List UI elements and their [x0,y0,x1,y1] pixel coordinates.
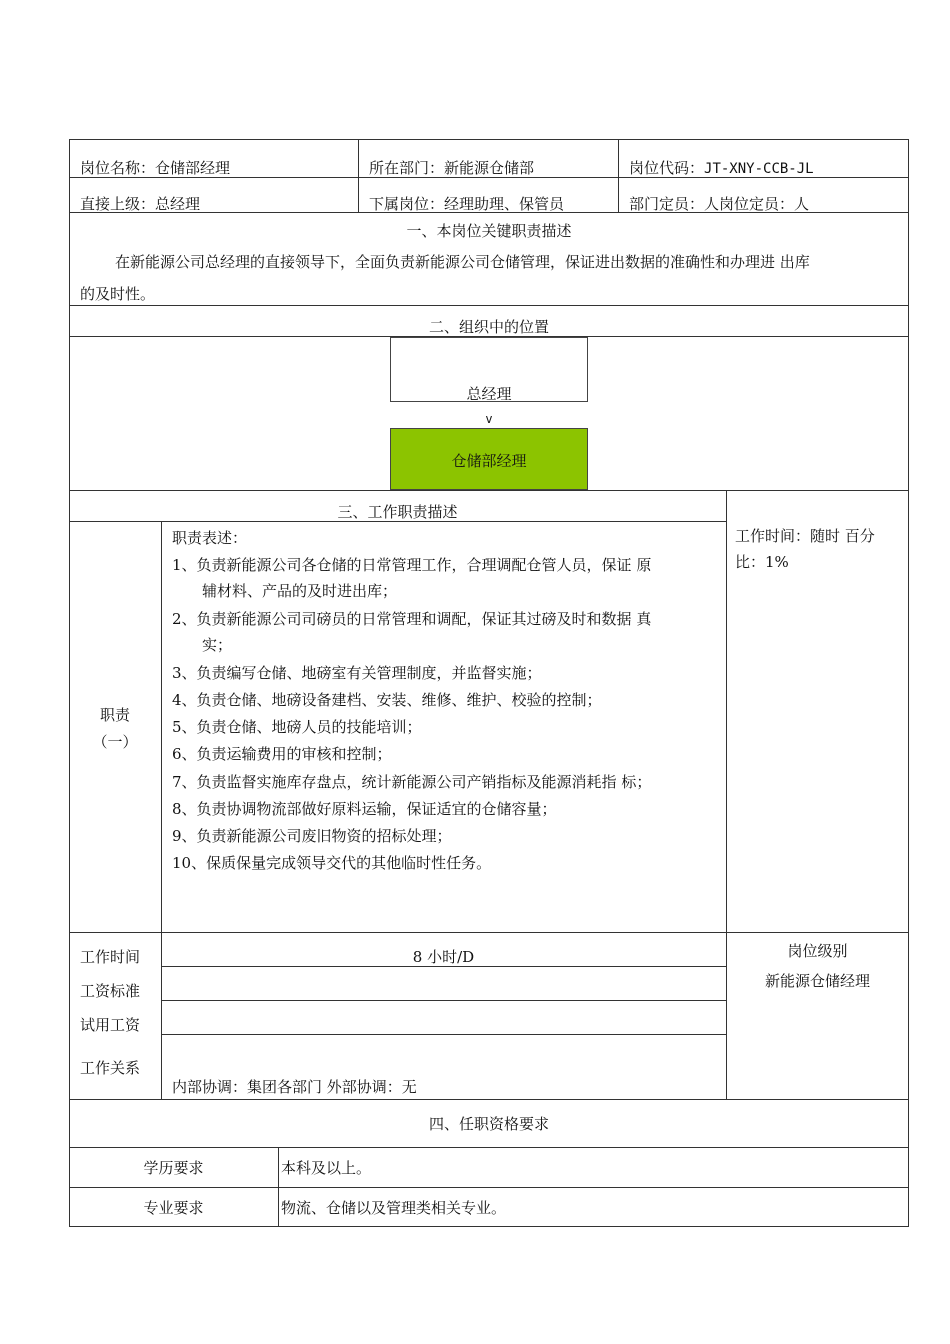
trial-salary-label: 试用工资 [80,1016,141,1034]
major-value: 物流、仓储以及管理类相关专业。 [281,1199,507,1217]
direct-superior: 直接上级：总经理 [80,195,201,213]
section2-title: 二、组织中的位置 [428,318,549,336]
department: 所在部门：新能源仓储部 [369,159,535,177]
work-relations-value: 内部协调：集团各部门 外部协调：无 [172,1078,417,1096]
education-label: 学历要求 [143,1159,204,1177]
duty-line: 9、负责新能源公司废旧物资的招标处理； [172,827,452,845]
row-divider [161,1000,726,1001]
duty-line: 1、负责新能源公司各仓储的日常管理工作，合理调配仓管人员，保证 原 [172,556,652,574]
subordinate-positions: 下属岗位：经理助理、保管员 [369,195,565,213]
job-description-table [69,139,909,1227]
position-code: JT-XNY-CCB-JL [704,161,814,177]
row-divider [161,1034,726,1035]
salary-label: 工资标准 [80,982,141,1000]
org-box-general-manager-label: 总经理 [466,385,512,403]
duty-line: 10、保质保量完成领导交代的其他临时性任务。 [172,854,492,872]
duty-line: 3、负责编写仓储、地磅室有关管理制度，并监督实施； [172,664,542,682]
row-divider [69,1147,909,1148]
duty-line: 4、负责仓储、地磅设备建档、安装、维修、维护、校验的控制； [172,691,602,709]
row-divider [69,932,909,933]
section3-title: 三、工作职责描述 [337,503,458,521]
section1-text-line2: 的及时性。 [80,285,156,303]
headcount: 部门定员：人岗位定员：人 [629,195,810,213]
col-divider [278,1147,279,1227]
duty-line: 5、负责仓储、地磅人员的技能培训； [172,718,422,736]
work-hours-label: 工作时间 [80,948,141,966]
section4-title: 四、任职资格要求 [428,1115,549,1133]
major-label: 专业要求 [143,1199,204,1217]
position-level-value: 新能源仓储经理 [764,972,870,990]
duty-line: 6、负责运输费用的审核和控制； [172,745,392,763]
duties-heading: 职责表述： [172,529,248,547]
row-divider [69,1187,909,1188]
org-arrow: v [485,412,493,426]
duty-label: 职责 [99,706,130,724]
duty-line: 7、负责监督实施库存盘点，统计新能源公司产销指标及能源消耗指 标； [172,773,652,791]
position-code-row [629,158,814,179]
org-box-storage-manager-label: 仓储部经理 [451,452,527,470]
duty-line: 辅材料、产品的及时进出库； [202,582,398,600]
position-level-label: 岗位级别 [787,942,848,960]
col-divider [618,139,619,212]
duty-line: 2、负责新能源公司司磅员的日常管理和调配，保证其过磅及时和数据 真 [172,610,652,628]
section1-title: 一、本岗位关键职责描述 [406,222,572,240]
duty-number: （一） [92,733,138,751]
duty-line: 8、负责协调物流部做好原料运输，保证适宜的仓储容量； [172,800,557,818]
work-hours-value: 8 小时/D [412,948,475,966]
col-divider [161,521,162,1099]
position-code-label: 岗位代码： [629,159,705,177]
time-share-line1: 工作时间：随时 百分 [735,527,875,545]
duty-line: 实； [202,636,233,654]
row-divider [69,1099,909,1100]
row-divider [69,490,909,491]
work-relations-label: 工作关系 [80,1059,141,1077]
time-share-line2: 比：1% [735,553,789,571]
position-name: 岗位名称：仓储部经理 [80,159,231,177]
row-divider [69,305,909,306]
section1-text-line1: 在新能源公司总经理的直接领导下，全面负责新能源公司仓储管理，保证进出数据的准确性和办理进 出库 [115,253,810,271]
education-value: 本科及以上。 [281,1159,372,1177]
col-divider [726,490,727,1099]
col-divider [358,139,359,212]
